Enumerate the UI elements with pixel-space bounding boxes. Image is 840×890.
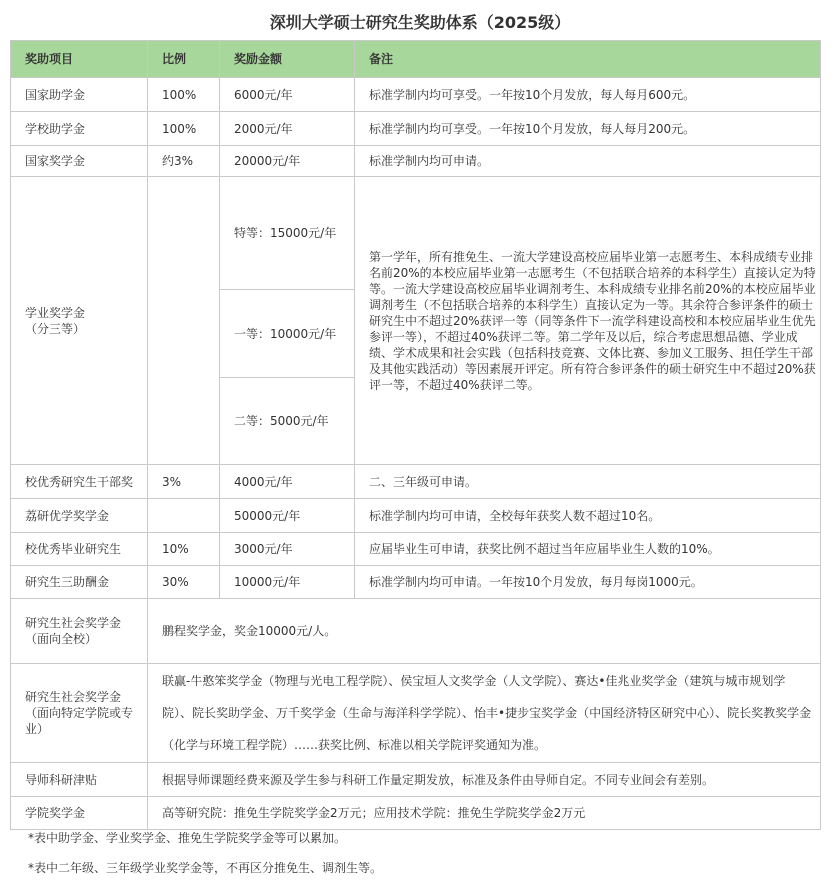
item-cell: 学院奖学金 (11, 797, 148, 830)
note-cell: 标准学制内均可申请。 (355, 146, 821, 177)
footnotes (28, 830, 382, 890)
item-label-line2: （分三等） (25, 321, 86, 336)
item-label-line1: 学业奖学金 (25, 305, 86, 320)
item-label-line2: （面向特定学院或专 (25, 706, 134, 720)
table-row (11, 533, 821, 566)
table-row (11, 499, 821, 533)
note-cell: 标准学制内均可享受。一年按10个月发放，每人每月600元。 (355, 78, 821, 112)
table-row (11, 465, 821, 499)
ratio-cell (148, 177, 220, 465)
header-amount: 奖励金额 (220, 41, 355, 78)
item-cell (11, 664, 148, 763)
amount-cell: 2000元/年 (220, 112, 355, 146)
page-title: 深圳大学硕士研究生奖助体系（2025级） (269, 13, 571, 32)
item-cell: 导师科研津贴 (11, 763, 148, 797)
footnote: *表中助学金、学业奖学金、推免生学院奖学金等可以累加。 (28, 831, 347, 845)
amount-cell: 10000元/年 (220, 566, 355, 599)
table-row (11, 566, 821, 599)
scholarship-table (10, 40, 821, 830)
table-row-academic (11, 177, 821, 290)
merged-cell: 高等研究院：推免生学院奖学金2万元；应用技术学院：推免生学院奖学金2万元 (148, 797, 821, 830)
amount-cell: 20000元/年 (220, 146, 355, 177)
table-header-row (11, 41, 821, 78)
ratio-cell: 100% (148, 112, 220, 146)
table-row (11, 763, 821, 797)
item-cell-academic (11, 177, 148, 465)
amount-cell: 50000元/年 (220, 499, 355, 533)
item-cell: 国家奖学金 (11, 146, 148, 177)
table-row (11, 112, 821, 146)
note-cell: 标准学制内均可享受。一年按10个月发放，每人每月200元。 (355, 112, 821, 146)
note-cell: 应届毕业生可申请，获奖比例不超过当年应届毕业生人数的10%。 (355, 533, 821, 566)
amount-cell: 6000元/年 (220, 78, 355, 112)
item-label-line1: 研究生社会奖学金 (25, 616, 122, 630)
ratio-cell: 100% (148, 78, 220, 112)
item-cell: 国家助学金 (11, 78, 148, 112)
merged-cell: 根据导师课题经费来源及学生参与科研工作量定期发放，标准及条件由导师自定。不同专业间会有差别。 (148, 763, 821, 797)
item-label-line2: （面向全校） (25, 632, 98, 646)
item-cell: 校优秀研究生干部奖 (11, 465, 148, 499)
note-cell: 二、三年级可申请。 (355, 465, 821, 499)
table-row (11, 78, 821, 112)
item-cell (11, 599, 148, 664)
item-cell: 荔研优学奖学金 (11, 499, 148, 533)
item-cell: 研究生三助酬金 (11, 566, 148, 599)
ratio-cell: 10% (148, 533, 220, 566)
ratio-cell (148, 499, 220, 533)
ratio-cell: 30% (148, 566, 220, 599)
amount-cell: 3000元/年 (220, 533, 355, 566)
item-cell: 学校助学金 (11, 112, 148, 146)
ratio-cell: 约3% (148, 146, 220, 177)
table-row (11, 146, 821, 177)
tier-second: 二等：5000元/年 (220, 378, 355, 465)
merged-cell: 联赢-牛憨笨奖学金（物理与光电工程学院）、侯宝垣人文奖学金（人文学院）、赛达•佳兆业奖学金（建筑与城市规划学院）、院长奖助学金、万千奖学金（生命与海洋科学学院）、怡丰•捷步宝奖学金（中国经济特区研究中心）、院长奖教奖学金（化学与环境工程学院）……获奖比例、标准以相关学院评奖通知为准。 (148, 664, 821, 763)
item-label-line1: 研究生社会奖学金 (25, 690, 122, 704)
item-cell: 校优秀毕业研究生 (11, 533, 148, 566)
table-row-social-specific (11, 664, 821, 763)
ratio-cell: 3% (148, 465, 220, 499)
footnote: *表中二年级、三年级学业奖学金等，不再区分推免生、调剂生等。 (28, 861, 383, 875)
merged-cell: 鹏程奖学金，奖金10000元/人。 (148, 599, 821, 664)
item-label-line3: 业） (25, 722, 50, 736)
table-row (11, 797, 821, 830)
note-cell: 标准学制内均可申请，全校每年获奖人数不超过10名。 (355, 499, 821, 533)
note-cell-academic: 第一学年，所有推免生、一流大学建设高校应届毕业第一志愿考生、本科成绩专业排名前20%的本校应届毕业第一志愿考生（不包括联合培养的本科学生）直接认定为特等。一流大学建设高校应届毕业调剂考生、本科成绩专业排名前20%的本校应届毕业调剂考生（不包括联合培养的本科学生）直接认定为一等。其余符合参评条件的硕士研究生中不超过20%获评一等（同等条件下一流学科建设高校和本校应届毕业生优先参评一等），不超过40%获评二等。第二学年及以后，综合考虑思想品德、学业成绩、学术成果和社会实践（包括科技竞赛、文体比赛、参加义工服务、担任学生干部及其他实践活动）等因素展开评定。所有符合参评条件的硕士研究生中不超过20%获评一等，不超过40%获评二等。 (355, 177, 821, 465)
header-ratio: 比例 (148, 41, 220, 78)
header-item: 奖助项目 (11, 41, 148, 78)
header-note: 备注 (355, 41, 821, 78)
tier-special: 特等：15000元/年 (220, 177, 355, 290)
amount-cell: 4000元/年 (220, 465, 355, 499)
table-row-social-all (11, 599, 821, 664)
note-cell: 标准学制内均可申请。一年按10个月发放，每月每岗1000元。 (355, 566, 821, 599)
tier-first: 一等：10000元/年 (220, 290, 355, 378)
